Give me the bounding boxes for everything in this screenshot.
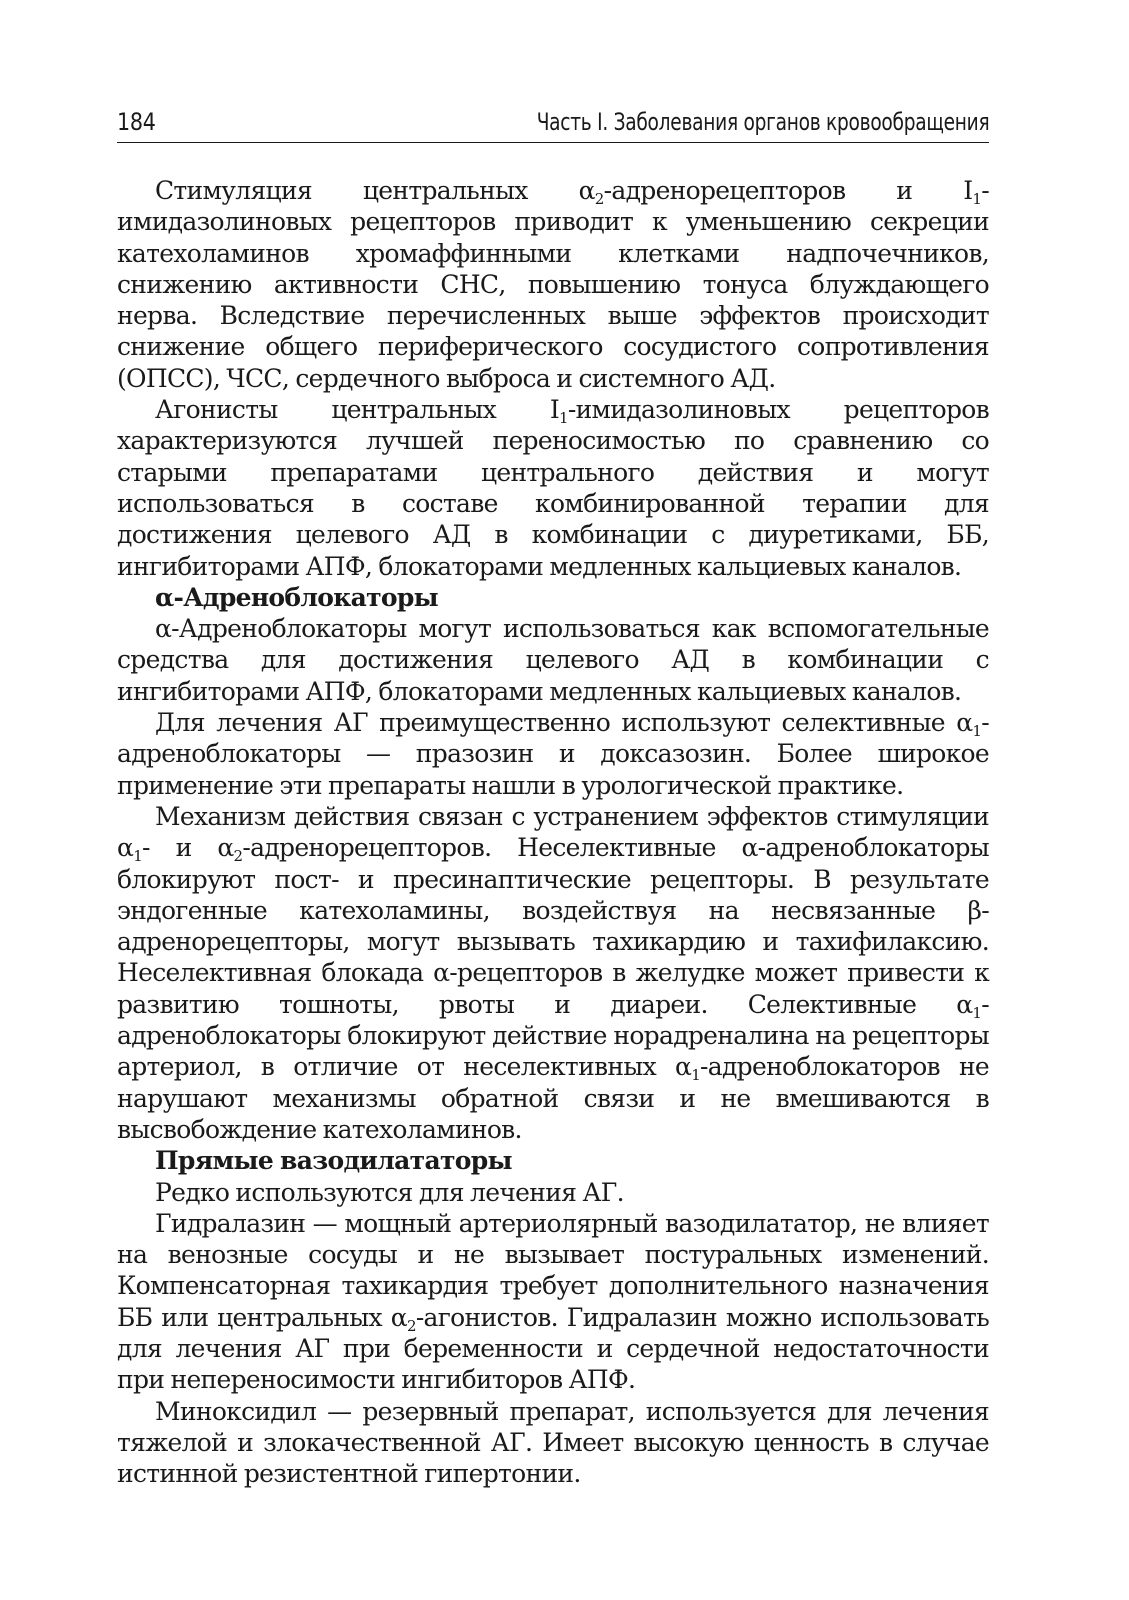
- running-header: [117, 108, 989, 143]
- paragraph-central-stimulation: Стимуляция центральных $\alpha_2$-адренорецепторов и $I_1$-имидазолиновых рецепторов приводит к уменьшению секреции катехоламинов хромаффинными клетками надпочечников, снижению активности СНС, повышению тонуса блуждающего нерва. Вследствие перечисленных выше эффектов происходит снижение общего периферического сосудистого сопротивления (ОПСС), ЧСС, сердечного выброса и системного АД.: [117, 176, 989, 393]
- heading-alpha-blockers: α-Адреноблокаторы: [155, 582, 439, 612]
- paragraph-hydralazine: Гидралазин — мощный артериолярный вазодилататор, не влияет на венозные сосуды и не вызывает постуральных изменений. Компенсаторная тахикардия требует дополнительного назначения ББ или центральных $\alpha_2$-агонистов. Гидралазин можно использовать для лечения АГ при беременности и сердечной недостаточности при непереносимости ингибиторов АПФ.: [117, 1208, 989, 1395]
- paragraph-alpha-blockers-usage: α-Адреноблокаторы могут использоваться как вспомогательные средства для достижения целевого АД в комбинации с ингибиторами АПФ, блокаторами медленных кальциевых каналов.: [117, 614, 989, 706]
- paragraph-rarely-used: Редко используются для лечения АГ.: [155, 1177, 624, 1207]
- page-number: 184: [117, 108, 156, 136]
- book-page: [117, 108, 989, 1489]
- heading-direct-vasodilators: Прямые вазодилататоры: [155, 1146, 512, 1176]
- running-title: Часть I. Заболевания органов кровообращения: [536, 108, 989, 136]
- paragraph-imidazoline-agonists: Агонисты центральных $I_1$-имидазолиновых рецепторов характеризуются лучшей переносимостью по сравнению со старыми препаратами центрального действия и могут использоваться в составе комбинированной терапии для достижения целевого АД в комбинации с диуретиками, ББ, ингибиторами АПФ, блокаторами медленных кальциевых каналов.: [117, 395, 989, 581]
- body-text: [117, 175, 989, 1489]
- paragraph-minoxidil: Миноксидил — резервный препарат, используется для лечения тяжелой и злокачественной АГ. Имеет высокую ценность в случае истинной резистентной гипертонии.: [117, 1396, 989, 1489]
- paragraph-selective-alpha1: Для лечения АГ преимущественно используют селективные $\alpha_1$-адреноблокаторы — празозин и доксазозин. Более широкое применение эти препараты нашли в урологической практике.: [117, 708, 989, 800]
- paragraph-mechanism: Механизм действия связан с устранением эффектов стимуляции $\alpha_1-$ и $\alpha_2$-адренорецепторов. Неселективные α-адреноблокаторы блокируют пост- и пресинаптические рецепторы. В результате эндогенные катехоламины, воздействуя на несвязанные β-адренорецепторы, могут вызывать тахикардию и тахифилаксию. Неселективная блокада α-рецепторов в желудке может привести к развитию тошноты, рвоты и диареи. Селективные $\alpha_1$-адреноблокаторы блокируют действие норадреналина на рецепторы артериол, в отличие от неселективных $\alpha_1$-адреноблокаторов не нарушают механизмы обратной связи и не вмешиваются в высвобождение катехоламинов.: [117, 801, 990, 1144]
